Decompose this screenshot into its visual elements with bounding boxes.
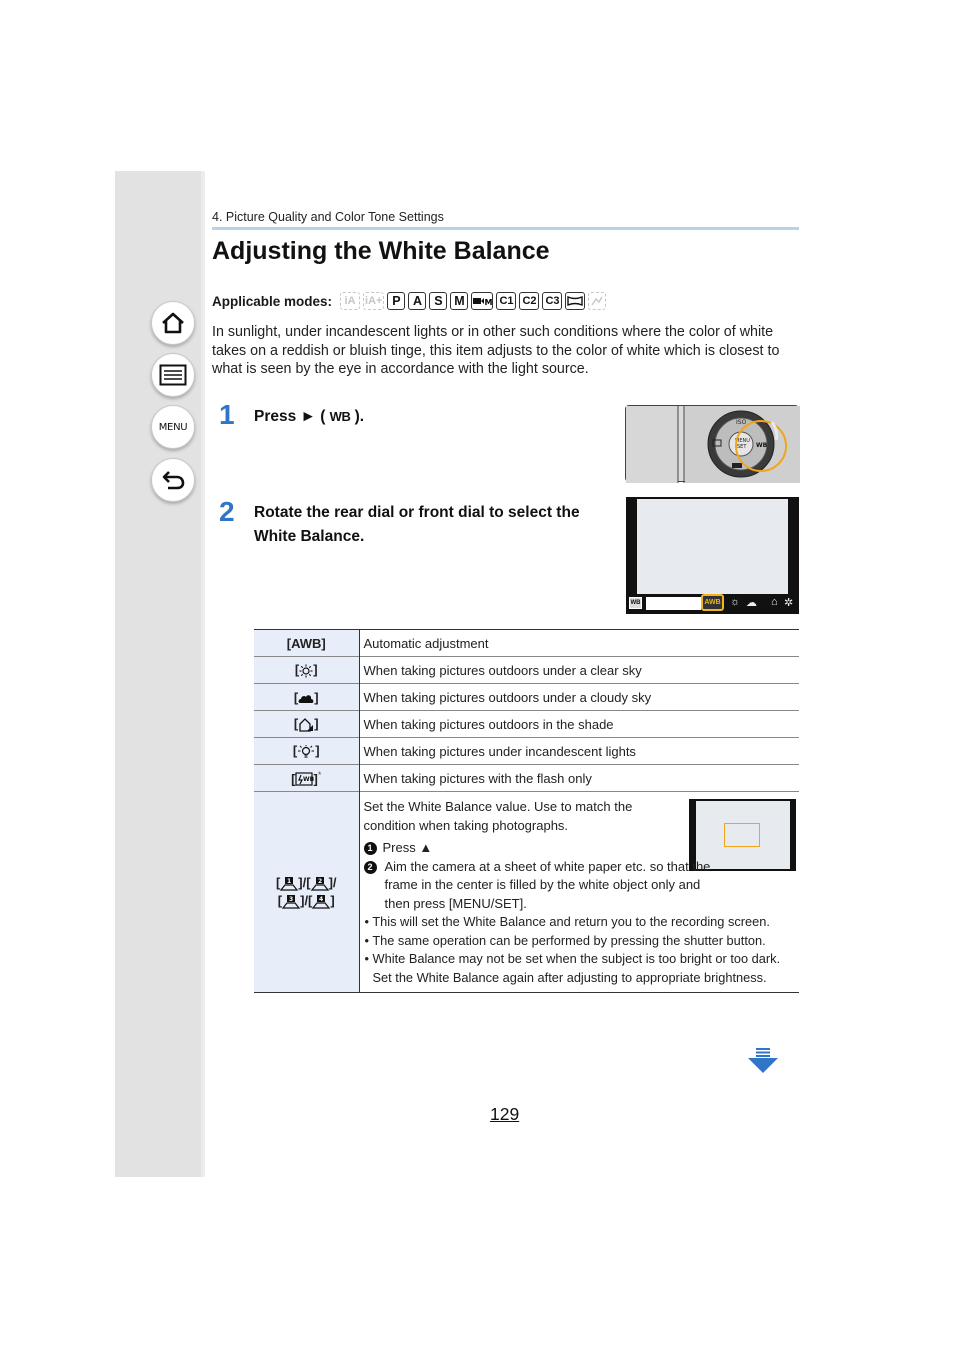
table-desc: When taking pictures with the flash only [359, 765, 799, 792]
back-button[interactable] [151, 458, 195, 502]
note-bullet-1: • This will set the White Balance and return you to the recording screen. [364, 914, 770, 929]
table-key-shade: [ ] [254, 711, 359, 738]
wb-icon: WB [329, 409, 351, 424]
awb-selected-option[interactable]: AWB [701, 594, 724, 611]
camera-screen-illustration [626, 497, 799, 614]
svg-text:4: 4 [319, 895, 324, 903]
step-2-line-1: Rotate the rear dial or front dial to select the [254, 504, 580, 521]
custom-wb-description [359, 792, 799, 993]
table-key-awb: [AWB] [254, 630, 359, 657]
note-bullet-3: • White Balance may not be set when the subject is too bright or too dark. Set the White Balance again after adjusting to appropriate brightness. [364, 951, 781, 985]
table-row [254, 657, 799, 684]
header-rule [212, 227, 799, 230]
double-down-arrow-icon [747, 1048, 779, 1074]
svg-text:SET: SET [737, 444, 747, 450]
custom-wb-key-line-1: [ 1 ]/[ 2 ]/ [275, 875, 337, 891]
step-1-prefix: Press [254, 408, 301, 425]
step-circle-1: 1 [364, 842, 377, 855]
camera-back-illustration [625, 405, 799, 482]
menu-button[interactable] [151, 405, 195, 449]
custom-wb-4-icon [312, 895, 330, 909]
step-1-number: 1 [219, 399, 235, 430]
mode-panorama-icon [565, 292, 585, 310]
contents-button[interactable] [151, 353, 195, 397]
home-button[interactable] [151, 301, 195, 345]
footnote-asterisk: * [317, 769, 322, 780]
custom-wb-3-icon [282, 895, 300, 909]
mode-c3-icon: C3 [542, 292, 562, 310]
svg-text:M: M [484, 298, 493, 307]
custom-wb-1-icon [280, 877, 298, 891]
mode-ia-icon: iA [340, 292, 360, 310]
list-icon [159, 364, 187, 386]
menu-label: MENU [158, 421, 188, 433]
table-row [254, 738, 799, 765]
wb-selection-bar [626, 594, 799, 614]
table-row [254, 765, 799, 792]
mode-c2-icon: C2 [519, 292, 539, 310]
wb-dial-label: WB [756, 442, 768, 449]
modes-label: Applicable modes: [212, 293, 333, 309]
custom-wb-key-line-2: [ 3 ]/[ 4 ] [277, 893, 335, 909]
shade-option-icon[interactable]: ⌂ [771, 596, 778, 608]
table-key-custom-wb [254, 792, 359, 993]
breadcrumb: 4. Picture Quality and Color Tone Settings [212, 210, 444, 224]
custom-wb-intro: Set the White Balance value. Use to match the condition when taking photographs. [363, 799, 633, 833]
right-arrow-icon: ► [300, 408, 316, 425]
table-key-flash: [ WB ]* [254, 765, 359, 792]
mode-m-icon: M [450, 292, 468, 310]
up-arrow-icon: ▲ [419, 840, 433, 855]
incandescent-icon [297, 745, 315, 759]
svg-text:2: 2 [317, 877, 322, 885]
flash-wb-icon [295, 772, 313, 786]
step-circle-2: 2 [364, 861, 377, 874]
svg-text:3: 3 [289, 895, 294, 903]
table-key-cloudy: [ ] [254, 684, 359, 711]
sun-icon [299, 664, 313, 678]
custom-wb-2-icon [311, 877, 329, 891]
menu-set-label: MENU [735, 438, 750, 444]
camera-dial-drawing [626, 406, 800, 483]
step-1-close: ). [350, 408, 365, 425]
note-bullet-2: • The same operation can be performed by pressing the shutter button. [364, 932, 766, 948]
applicable-modes [212, 290, 609, 312]
white-balance-table [254, 629, 799, 993]
table-row [254, 630, 799, 657]
mode-a-icon: A [408, 292, 426, 310]
page-title: Adjusting the White Balance [212, 237, 550, 265]
mode-p-icon: P [387, 292, 405, 310]
step-1-paren: ( [315, 408, 330, 425]
bar-blank [646, 597, 701, 610]
iso-label: ISO [736, 419, 747, 426]
custom-wb-step-2: 2 Aim the camera at a sheet of white paper etc. so that the frame in the center is filled by the white object only and then press [MENU/SET]. [364, 858, 798, 914]
next-page-arrow[interactable] [747, 1048, 779, 1079]
home-icon [160, 311, 186, 335]
page-number: 129 [490, 1104, 520, 1124]
table-row [254, 684, 799, 711]
table-key-daylight: [ ] [254, 657, 359, 684]
table-key-incandescent: [ ] [254, 738, 359, 765]
shade-icon [298, 718, 314, 732]
table-desc: When taking pictures under incandescent lights [359, 738, 799, 765]
table-desc: When taking pictures outdoors under a clear sky [359, 657, 799, 684]
sun-option-icon[interactable]: ☼ [730, 596, 741, 608]
mode-s-icon: S [429, 292, 447, 310]
center-frame [724, 823, 760, 847]
cloud-option-icon[interactable]: ☁ [746, 597, 757, 609]
mode-ia-plus-icon: iA+ [363, 292, 384, 310]
table-row [254, 711, 799, 738]
table-desc: When taking pictures outdoors in the shade [359, 711, 799, 738]
mode-movie-m-icon [471, 292, 493, 310]
table-row-custom-wb [254, 792, 799, 993]
incandescent-option-icon[interactable]: ✲ [784, 597, 794, 609]
step-2-line-2: White Balance. [254, 528, 365, 545]
step-1-text [254, 405, 364, 429]
screen-preview-area [637, 499, 788, 594]
mode-scene-guide-icon [588, 292, 606, 310]
svg-text:1: 1 [287, 877, 292, 885]
custom-wb-step-1: 1 Press ▲ [364, 839, 798, 858]
table-desc: Automatic adjustment [359, 630, 799, 657]
back-icon [160, 468, 186, 492]
step-2-number: 2 [219, 496, 235, 527]
wb-tag: WB [629, 597, 642, 609]
mode-c1-icon: C1 [496, 292, 516, 310]
svg-text:WB: WB [303, 776, 315, 784]
intro-paragraph: In sunlight, under incandescent lights or in other such conditions where the color of white takes on a reddish or bluish tinge, this item adjusts to the color of white which is closest to what is seen by the eye in accordance with the light source. [212, 324, 780, 377]
step-2-text [254, 501, 580, 549]
cloud-icon [298, 692, 314, 704]
table-desc: When taking pictures outdoors under a cloudy sky [359, 684, 799, 711]
sidebar-edge [201, 171, 205, 1177]
